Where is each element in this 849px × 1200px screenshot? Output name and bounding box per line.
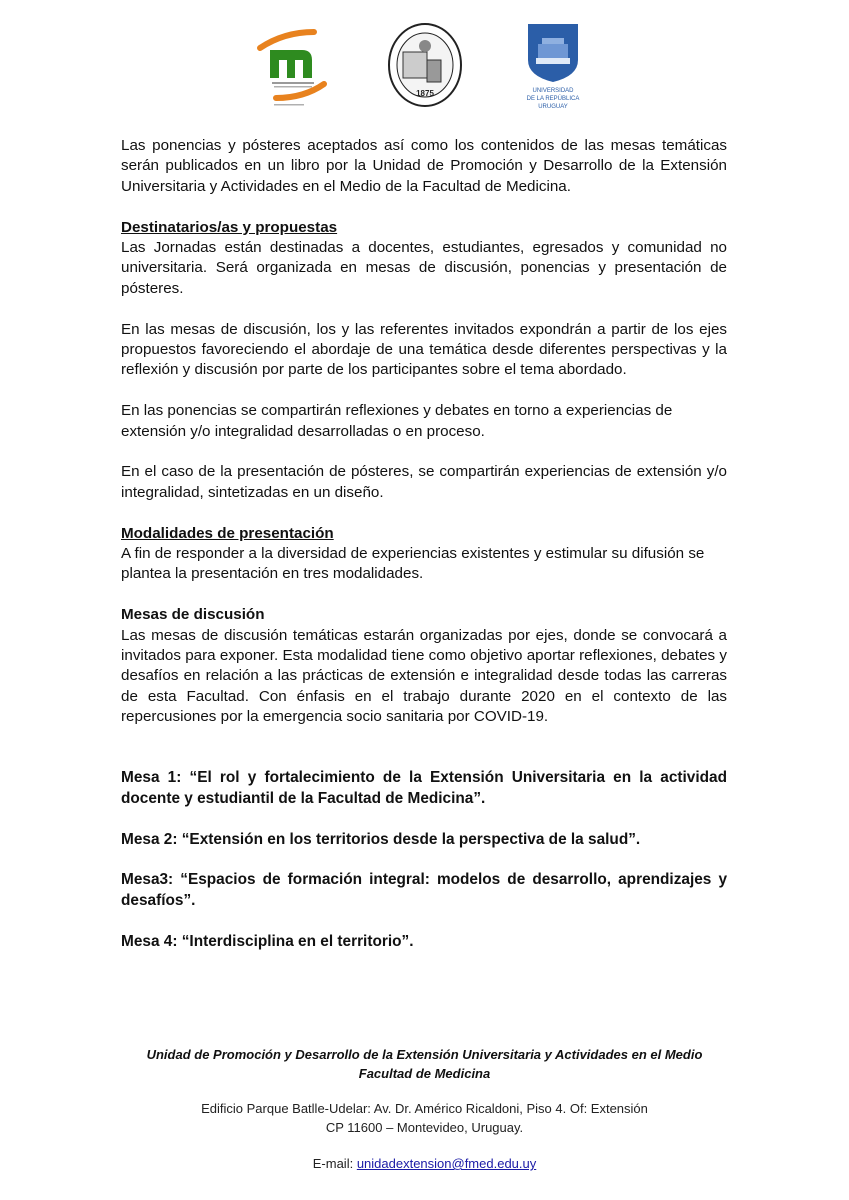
footer-email <box>0 1155 849 1174</box>
mesa-item: Mesa3: “Espacios de formación integral: modelos de desarrollo, aprendizajes y desafíos”. <box>121 871 727 909</box>
mesa-item: Mesa 2: “Extensión en los territorios desde la perspectiva de la salud”. <box>121 830 641 848</box>
unidad-extension-logo <box>254 26 334 108</box>
email-link[interactable]: unidadextension@fmed.edu.uy <box>356 1156 537 1171</box>
mesas-discusion-paragraph: Las mesas de discusión temáticas estarán organizadas por ejes, donde se convocará a invitados para exponer. Esta modalidad tiene como objetivo aportar reflexiones, debates y desafíos en relación a las prácticas de extensión e integralidad desde todas las carreras de esta Facultad. Con énfasis en el trabajo durante 2020 en el contexto de las repercusiones por la emergencia socio sanitaria por COVID-19. <box>121 626 727 726</box>
udelar-line-3: URUGUAY <box>538 104 568 110</box>
destinatarios-paragraph-4: En el caso de la presentación de pósteres, se compartirán experiencias de extensión y/o integralidad, sintetizadas en un diseño. <box>121 463 727 501</box>
footer-org-line-1: Unidad de Promoción y Desarrollo de la Extensión Universitaria y Actividades en el Medio <box>146 1047 703 1062</box>
destinatarios-paragraph-1: Las Jornadas están destinadas a docentes, estudiantes, egresados y comunidad no universitaria. Será organizada en mesas de discusión, ponencias y presentación de pósteres. <box>121 239 727 297</box>
facultad-medicina-seal <box>387 22 463 108</box>
mesas-discusion-heading: Mesas de discusión <box>121 606 265 624</box>
destinatarios-paragraph-2: En las mesas de discusión, los y las referentes invitados expondrán a partir de los ejes propuestos favoreciendo el abordaje de una temática desde diferentes perspectivas y la reflexión y discusión por parte de los participantes sobre el tema abordado. <box>121 320 727 379</box>
modalidades-paragraph: A fin de responder a la diversidad de experiencias existentes y estimular su difusión se plantea la presentación en tres modalidades. <box>121 545 705 583</box>
footer-address-line-1: Edificio Parque Batlle-Udelar: Av. Dr. Américo Ricaldoni, Piso 4. Of: Extensión <box>201 1101 648 1116</box>
udelar-logo <box>522 22 584 112</box>
destinatarios-paragraph-3: En las ponencias se compartirán reflexiones y debates en torno a experiencias de extensión y/o integralidad desarrolladas o en proceso. <box>121 402 673 440</box>
footer-org-line-2: Facultad de Medicina <box>358 1065 491 1081</box>
modalidades-heading: Modalidades de presentación <box>121 524 334 542</box>
udelar-line-2: DE LA REPÚBLICA <box>526 96 580 102</box>
footer-address <box>0 1100 849 1137</box>
mesa-item: Mesa 4: “Interdisciplina en el territorio”. <box>121 932 414 950</box>
footer-organization <box>0 1046 849 1083</box>
mesa-item: Mesa 1: “El rol y fortalecimiento de la Extensión Universitaria en la actividad docente y estudiantil de la Facultad de Medicina”. <box>121 769 727 807</box>
intro-paragraph: Las ponencias y pósteres aceptados así como los contenidos de las mesas temáticas serán publicados en un libro por la Unidad de Promoción y Desarrollo de la Extensión Universitaria y Actividades en el Medio de la Facultad de Medicina. <box>121 137 727 195</box>
footer-address-line-2: CP 11600 – Montevideo, Uruguay. <box>325 1119 524 1135</box>
udelar-line-1: UNIVERSIDAD <box>532 88 574 94</box>
email-label: E-mail: <box>312 1156 357 1171</box>
destinatarios-heading: Destinatarios/as y propuestas <box>121 218 338 236</box>
header-logos <box>0 22 849 112</box>
seal-year: 1875 <box>416 89 434 98</box>
document-body <box>121 136 727 952</box>
